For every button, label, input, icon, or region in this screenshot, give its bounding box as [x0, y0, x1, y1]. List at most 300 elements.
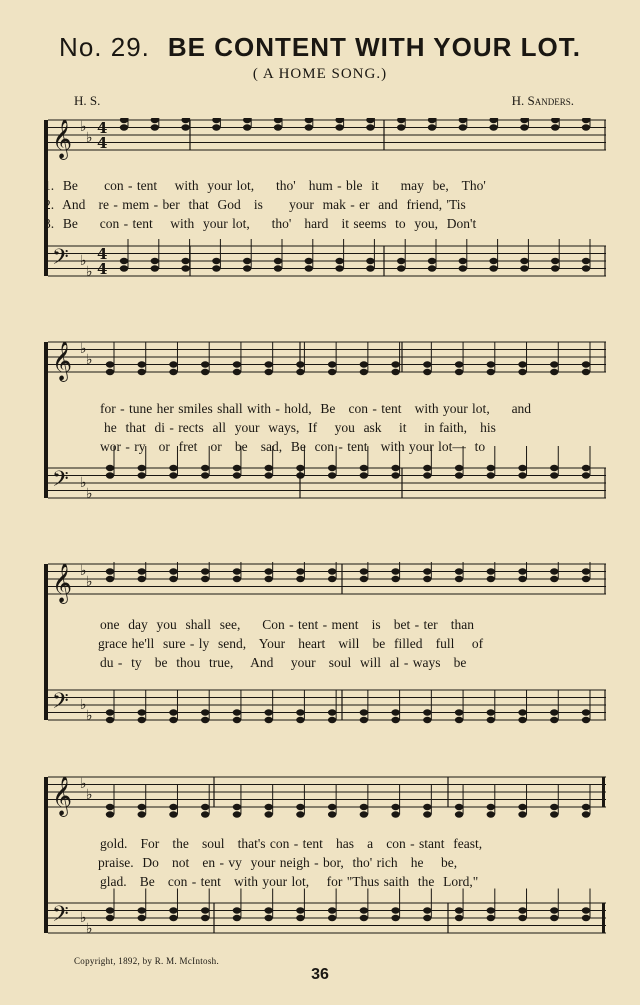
note-head	[274, 265, 282, 271]
note-head	[151, 265, 159, 271]
note-head	[582, 576, 590, 582]
note-head	[360, 709, 368, 715]
note-head	[391, 576, 399, 582]
flat-sign-icon: ♭	[80, 475, 87, 491]
note-head	[582, 361, 590, 367]
note-head	[305, 265, 313, 271]
lyric-line: one day you shall see, Con - tent - ment is bet - ter than	[100, 617, 475, 632]
note-head	[264, 576, 272, 582]
note-head	[201, 568, 209, 574]
note-head	[520, 265, 528, 271]
note-head	[360, 804, 368, 810]
note-head	[233, 717, 241, 723]
note-head	[169, 804, 177, 810]
system-3-notation	[44, 562, 606, 744]
note-head	[328, 568, 336, 574]
note-head	[428, 258, 436, 264]
note-head	[360, 568, 368, 574]
note-head	[391, 915, 399, 921]
system-bracket	[44, 564, 48, 720]
lyric-line: du - ty be thou true, And your soul will al - ways be	[100, 655, 467, 670]
lyric-line: 1. Be con - tent with your lot, tho' hum - ble it may be, Tho'	[44, 178, 486, 193]
note-head	[551, 258, 559, 264]
final-bar-line	[602, 777, 605, 807]
note-head	[391, 717, 399, 723]
note-head	[518, 361, 526, 367]
note-head	[169, 717, 177, 723]
note-head	[243, 265, 251, 271]
lyric-line: for - tune her smiles shall with - hold, Be con - tent with your lot, and	[100, 401, 532, 416]
note-head	[459, 258, 467, 264]
note-head	[106, 907, 114, 913]
note-head	[106, 465, 114, 471]
note-head	[487, 915, 495, 921]
note-head	[169, 576, 177, 582]
note-head	[264, 369, 272, 375]
note-head	[391, 369, 399, 375]
note-head	[366, 258, 374, 264]
note-head	[550, 709, 558, 715]
note-head	[423, 576, 431, 582]
note-head	[296, 804, 304, 810]
note-head	[296, 709, 304, 715]
note-head	[487, 804, 495, 810]
note-head	[138, 915, 146, 921]
treble-clef-icon: 𝄞	[52, 776, 73, 816]
hymn-title-line	[0, 32, 640, 63]
note-head	[335, 118, 343, 123]
note-head	[550, 361, 558, 367]
note-head	[582, 118, 590, 123]
note-head	[582, 709, 590, 715]
note-head	[489, 124, 497, 130]
note-head	[391, 811, 399, 817]
note-head	[455, 576, 463, 582]
note-head	[582, 717, 590, 723]
note-head	[487, 717, 495, 723]
note-head	[360, 811, 368, 817]
note-head	[233, 472, 241, 478]
note-head	[518, 465, 526, 471]
note-head	[360, 361, 368, 367]
note-head	[520, 258, 528, 264]
note-head	[201, 811, 209, 817]
flat-sign-icon: ♭	[86, 574, 93, 590]
note-head	[106, 915, 114, 921]
note-head	[582, 804, 590, 810]
note-head	[423, 804, 431, 810]
note-head	[582, 915, 590, 921]
note-head	[423, 907, 431, 913]
hymn-number: No. 29.	[59, 32, 150, 62]
note-head	[551, 118, 559, 123]
note-head	[106, 369, 114, 375]
note-head	[328, 717, 336, 723]
note-head	[201, 804, 209, 810]
note-head	[520, 124, 528, 130]
note-head	[151, 124, 159, 130]
note-head	[455, 361, 463, 367]
note-head	[233, 709, 241, 715]
note-head	[181, 118, 189, 123]
note-head	[151, 118, 159, 123]
flat-sign-icon: ♭	[86, 352, 93, 368]
flat-sign-icon: ♭	[86, 486, 93, 502]
flat-sign-icon: ♭	[80, 563, 87, 579]
lyricist-credit: H. S.	[74, 93, 101, 108]
note-head	[489, 118, 497, 123]
note-head	[582, 568, 590, 574]
note-head	[360, 915, 368, 921]
note-head	[328, 465, 336, 471]
note-head	[328, 907, 336, 913]
note-head	[106, 568, 114, 574]
note-head	[360, 576, 368, 582]
note-head	[120, 118, 128, 123]
note-head	[423, 811, 431, 817]
note-head	[397, 258, 405, 264]
note-head	[201, 915, 209, 921]
note-head	[360, 472, 368, 478]
note-head	[550, 915, 558, 921]
flat-sign-icon: ♭	[86, 708, 93, 724]
note-head	[106, 811, 114, 817]
note-head	[201, 369, 209, 375]
time-signature: 4	[97, 245, 108, 263]
note-head	[366, 265, 374, 271]
system-bracket	[44, 777, 48, 933]
note-head	[455, 369, 463, 375]
note-head	[296, 811, 304, 817]
note-head	[551, 124, 559, 130]
note-head	[423, 369, 431, 375]
note-head	[335, 258, 343, 264]
note-head	[360, 717, 368, 723]
flat-sign-icon: ♭	[80, 697, 87, 713]
note-head	[582, 258, 590, 264]
note-head	[487, 472, 495, 478]
note-head	[233, 568, 241, 574]
lyric-line: grace he'll sure - ly send, Your heart will be filled full of	[98, 636, 484, 651]
note-head	[423, 361, 431, 367]
note-head	[138, 804, 146, 810]
lyric-line: 3. Be con - tent with your lot, tho' hard it seems to you, Don't	[44, 216, 477, 231]
hymn-subtitle: ( A HOME SONG.)	[252, 66, 388, 82]
note-head	[106, 361, 114, 367]
note-head	[550, 472, 558, 478]
note-head	[106, 709, 114, 715]
note-head	[518, 804, 526, 810]
note-head	[138, 465, 146, 471]
note-head	[120, 258, 128, 264]
note-head	[335, 265, 343, 271]
note-head	[518, 915, 526, 921]
note-head	[106, 576, 114, 582]
lyric-line: praise. Do not en - vy your neigh - bor, tho' rich he be,	[98, 855, 458, 870]
note-head	[550, 369, 558, 375]
note-head	[212, 118, 220, 123]
bass-clef-icon: 𝄢	[52, 467, 69, 497]
note-head	[181, 124, 189, 130]
note-head	[169, 568, 177, 574]
lyric-line: gold. For the soul that's con - tent has a con - stant feast,	[100, 836, 483, 851]
note-head	[264, 709, 272, 715]
note-head	[296, 568, 304, 574]
note-head	[551, 265, 559, 271]
note-head	[264, 465, 272, 471]
note-head	[120, 124, 128, 130]
flat-sign-icon: ♭	[80, 253, 87, 269]
note-head	[305, 258, 313, 264]
note-head	[264, 472, 272, 478]
lyric-line: glad. Be con - tent with your lot, for "Thus saith the Lord,"	[100, 874, 479, 889]
note-head	[264, 907, 272, 913]
note-head	[459, 265, 467, 271]
note-head	[305, 124, 313, 130]
note-head	[328, 369, 336, 375]
note-head	[582, 472, 590, 478]
note-head	[243, 258, 251, 264]
note-head	[391, 709, 399, 715]
note-head	[201, 472, 209, 478]
page-number: 36	[311, 966, 329, 983]
note-head	[233, 576, 241, 582]
note-head	[391, 361, 399, 367]
note-head	[328, 361, 336, 367]
note-head	[487, 907, 495, 913]
note-head	[391, 804, 399, 810]
note-head	[264, 804, 272, 810]
note-head	[233, 369, 241, 375]
note-head	[201, 576, 209, 582]
note-head	[296, 915, 304, 921]
note-head	[518, 369, 526, 375]
note-head	[264, 915, 272, 921]
note-head	[487, 811, 495, 817]
note-head	[328, 576, 336, 582]
note-head	[518, 709, 526, 715]
note-head	[455, 915, 463, 921]
note-head	[518, 811, 526, 817]
note-head	[550, 804, 558, 810]
note-head	[423, 915, 431, 921]
note-head	[296, 576, 304, 582]
note-head	[233, 811, 241, 817]
note-head	[518, 717, 526, 723]
note-head	[296, 361, 304, 367]
time-signature: 4	[97, 119, 108, 137]
bass-clef-icon: 𝄢	[52, 902, 69, 932]
note-head	[264, 811, 272, 817]
note-head	[138, 907, 146, 913]
flat-sign-icon: ♭	[80, 776, 87, 792]
note-head	[397, 118, 405, 123]
note-head	[520, 118, 528, 123]
note-head	[455, 472, 463, 478]
note-head	[360, 907, 368, 913]
note-head	[296, 465, 304, 471]
bass-clef-icon: 𝄢	[52, 245, 69, 275]
note-head	[181, 265, 189, 271]
note-head	[328, 915, 336, 921]
note-head	[423, 465, 431, 471]
note-head	[366, 124, 374, 130]
note-head	[487, 568, 495, 574]
note-head	[138, 361, 146, 367]
flat-sign-icon: ♭	[86, 130, 93, 146]
note-head	[328, 811, 336, 817]
note-head	[212, 265, 220, 271]
flat-sign-icon: ♭	[86, 787, 93, 803]
note-head	[428, 124, 436, 130]
note-head	[489, 265, 497, 271]
note-head	[518, 568, 526, 574]
time-signature: 4	[97, 260, 108, 278]
note-head	[428, 118, 436, 123]
note-head	[423, 709, 431, 715]
note-head	[391, 472, 399, 478]
note-head	[487, 576, 495, 582]
note-head	[550, 465, 558, 471]
note-head	[423, 568, 431, 574]
note-head	[582, 124, 590, 130]
note-head	[518, 576, 526, 582]
note-head	[391, 465, 399, 471]
system-bracket	[44, 342, 48, 498]
note-head	[201, 717, 209, 723]
note-head	[169, 465, 177, 471]
lyric-line: he that di - rects all your ways, If you ask it in faith, his	[104, 420, 496, 435]
note-head	[487, 369, 495, 375]
note-head	[296, 717, 304, 723]
note-head	[106, 717, 114, 723]
note-head	[550, 568, 558, 574]
note-head	[264, 361, 272, 367]
note-head	[360, 465, 368, 471]
lyric-line: 2. And re - mem - ber that God is your mak - er and friend, 'Tis	[44, 197, 466, 212]
note-head	[106, 472, 114, 478]
note-head	[328, 804, 336, 810]
time-signature: 4	[97, 134, 108, 152]
note-head	[397, 124, 405, 130]
note-head	[138, 811, 146, 817]
note-head	[169, 472, 177, 478]
note-head	[233, 465, 241, 471]
note-head	[138, 472, 146, 478]
bass-clef-icon: 𝄢	[52, 689, 69, 719]
note-head	[296, 369, 304, 375]
final-bar-line	[602, 903, 605, 933]
note-head	[489, 258, 497, 264]
note-head	[274, 118, 282, 123]
composer-credit: H. Sanders.	[511, 93, 574, 108]
note-head	[582, 811, 590, 817]
note-head	[151, 258, 159, 264]
note-head	[106, 804, 114, 810]
note-head	[169, 361, 177, 367]
note-head	[233, 361, 241, 367]
note-head	[169, 915, 177, 921]
copyright-notice: Copyright, 1892, by R. M. McIntosh.	[74, 956, 220, 966]
treble-clef-icon: 𝄞	[52, 563, 73, 603]
note-head	[233, 915, 241, 921]
note-head	[518, 907, 526, 913]
note-head	[428, 265, 436, 271]
note-head	[138, 568, 146, 574]
note-head	[423, 472, 431, 478]
note-head	[296, 472, 304, 478]
note-head	[582, 265, 590, 271]
music-system-3	[44, 562, 606, 744]
note-head	[335, 124, 343, 130]
note-head	[233, 804, 241, 810]
note-head	[212, 258, 220, 264]
treble-clef-icon: 𝄞	[52, 119, 73, 159]
note-head	[243, 124, 251, 130]
note-head	[550, 717, 558, 723]
note-head	[212, 124, 220, 130]
flat-sign-icon: ♭	[80, 119, 87, 135]
note-head	[397, 265, 405, 271]
note-head	[264, 568, 272, 574]
note-head	[487, 709, 495, 715]
note-head	[328, 709, 336, 715]
flat-sign-icon: ♭	[86, 921, 93, 937]
note-head	[582, 369, 590, 375]
treble-clef-icon: 𝄞	[52, 341, 73, 381]
hymn-title: BE CONTENT WITH YOUR LOT.	[167, 32, 581, 62]
note-head	[169, 709, 177, 715]
note-head	[455, 811, 463, 817]
note-head	[274, 124, 282, 130]
lyric-line: wor - ry or fret or be sad, Be con - tent with your lot— to	[100, 439, 486, 454]
note-head	[391, 568, 399, 574]
note-head	[138, 369, 146, 375]
note-head	[201, 907, 209, 913]
note-head	[423, 717, 431, 723]
note-head	[138, 709, 146, 715]
note-head	[582, 465, 590, 471]
note-head	[455, 709, 463, 715]
note-head	[366, 118, 374, 123]
note-head	[120, 265, 128, 271]
note-head	[487, 465, 495, 471]
note-head	[305, 118, 313, 123]
note-head	[550, 576, 558, 582]
note-head	[201, 465, 209, 471]
note-head	[243, 118, 251, 123]
note-head	[459, 124, 467, 130]
note-head	[264, 717, 272, 723]
note-head	[201, 361, 209, 367]
note-head	[296, 907, 304, 913]
note-head	[391, 907, 399, 913]
note-head	[181, 258, 189, 264]
note-head	[138, 717, 146, 723]
note-head	[455, 804, 463, 810]
note-head	[518, 472, 526, 478]
note-head	[455, 907, 463, 913]
note-head	[455, 568, 463, 574]
note-head	[138, 576, 146, 582]
note-head	[233, 907, 241, 913]
note-head	[274, 258, 282, 264]
note-head	[201, 709, 209, 715]
note-head	[328, 472, 336, 478]
note-head	[169, 811, 177, 817]
flat-sign-icon: ♭	[80, 910, 87, 926]
note-head	[455, 465, 463, 471]
